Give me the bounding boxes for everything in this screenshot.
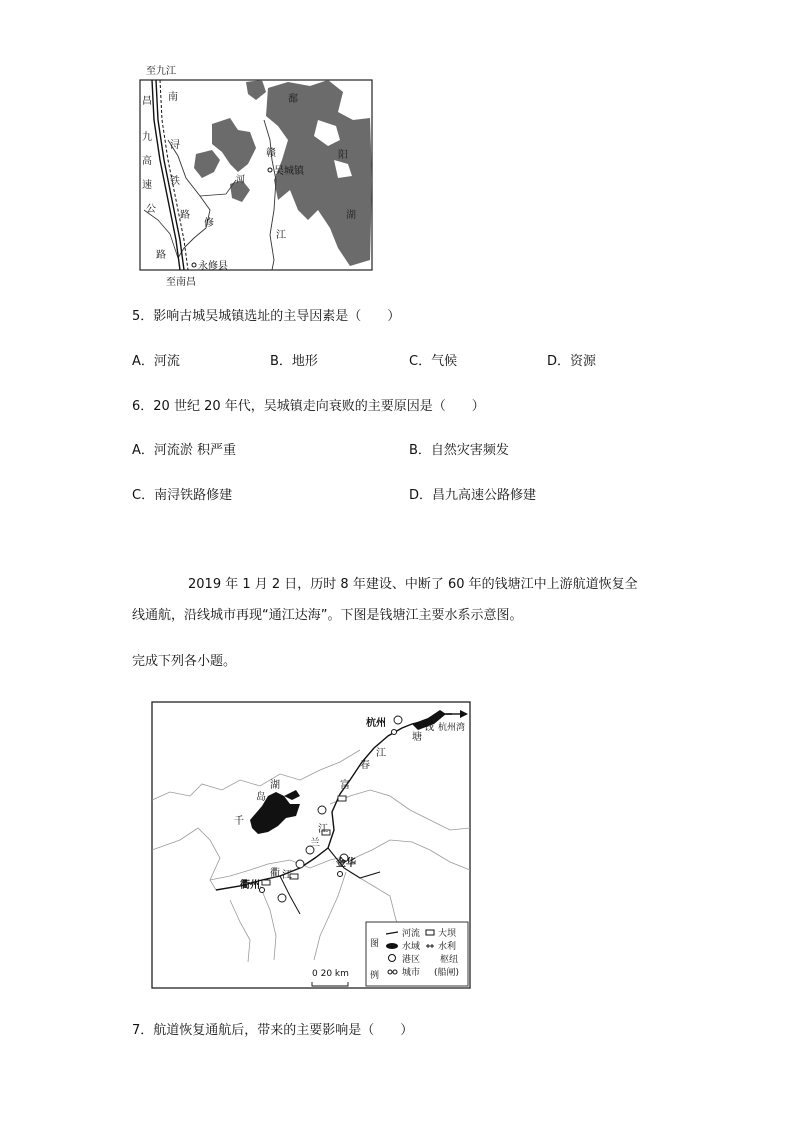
scale-label: 0 20 km bbox=[312, 969, 349, 979]
yongxiu-label: 永修县 bbox=[198, 261, 228, 272]
q5-option-a[interactable]: A．河流 bbox=[132, 354, 180, 369]
legend-hub: 水利 bbox=[438, 942, 457, 952]
label-to-jiujiang: 至九江 bbox=[146, 66, 176, 77]
highway-char: 九 bbox=[142, 132, 152, 143]
city-quzhou bbox=[260, 888, 265, 893]
hu-label: 湖 bbox=[346, 210, 356, 221]
railway-char: 南 bbox=[168, 92, 178, 103]
jiang-char-2: 江 bbox=[318, 824, 328, 835]
wucheng-label: 吴城镇 bbox=[274, 166, 304, 177]
highway-char: 高 bbox=[142, 156, 152, 167]
dam-icon bbox=[338, 796, 346, 801]
jiang-label: 江 bbox=[276, 230, 286, 241]
qian-char: 钱 bbox=[424, 722, 434, 733]
legend-li: 例 bbox=[370, 971, 380, 981]
wucheng-town-dot bbox=[268, 168, 272, 172]
legend-port: 港区 bbox=[402, 955, 421, 965]
hangzhou-bay-label: 杭州湾 bbox=[438, 723, 466, 733]
jiang-char: 江 bbox=[376, 748, 386, 759]
intro-line-2: 线通航，沿线城市再现“通江达海”。下图是钱塘江主要水系示意图。 bbox=[132, 608, 523, 623]
qiantang-river-map bbox=[150, 700, 474, 992]
xiu-river-label: 修 bbox=[204, 218, 214, 229]
highway-char: 昌 bbox=[142, 96, 152, 107]
question-5-stem: 5．影响古城吴城镇选址的主导因素是（ ） bbox=[132, 309, 401, 324]
wucheng-map bbox=[138, 60, 378, 290]
intro-line-1: 2019 年 1 月 2 日，历时 8 年建设、中断了 60 年的钱塘江中上游航道恢复全 bbox=[188, 577, 638, 592]
q6-option-c[interactable]: C．南浔铁路修建 bbox=[132, 488, 233, 503]
legend-tu: 图 bbox=[370, 939, 380, 949]
port-icon bbox=[296, 860, 304, 868]
question-6-stem: 6．20 世纪 20 年代，吴城镇走向衰败的主要原因是（ ） bbox=[132, 399, 485, 414]
label-to-nanchang: 至南昌 bbox=[166, 277, 196, 288]
port-icon bbox=[278, 894, 286, 902]
chun-char: 春 bbox=[360, 760, 370, 771]
jiang-char-3: 江 bbox=[282, 870, 292, 881]
map-legend bbox=[366, 922, 468, 986]
highway-char: 速 bbox=[142, 180, 152, 191]
city-jinhua bbox=[338, 872, 343, 877]
highway-char: 路 bbox=[156, 250, 166, 261]
yongxiu-dot bbox=[192, 263, 196, 267]
qiandao-char: 湖 bbox=[270, 780, 280, 791]
railway-char: 铁 bbox=[170, 176, 180, 187]
lan-char: 兰 bbox=[310, 838, 320, 849]
legend-hub3: (船闸) bbox=[434, 968, 460, 978]
yang-label: 阳 bbox=[338, 150, 348, 161]
po-label: 鄱 bbox=[288, 94, 298, 105]
city-hangzhou bbox=[392, 730, 397, 735]
jinhua-label: 金华 bbox=[336, 858, 356, 869]
q5-option-c[interactable]: C．气候 bbox=[409, 354, 458, 369]
gan-label: 赣 bbox=[266, 148, 276, 159]
fu-char: 富 bbox=[340, 780, 350, 791]
hangzhou-label: 杭州 bbox=[366, 718, 386, 729]
q5-option-b[interactable]: B．地形 bbox=[270, 354, 318, 369]
quzhou-label: 衢州 bbox=[240, 880, 260, 891]
legend-hub2: 枢纽 bbox=[440, 955, 459, 965]
qiandao-char: 千 bbox=[234, 816, 244, 827]
highway-char: 公 bbox=[146, 204, 156, 215]
legend-city: 城市 bbox=[402, 968, 421, 978]
intro-line-3: 完成下列各小题。 bbox=[132, 654, 237, 669]
qiandao-char: 岛 bbox=[256, 792, 266, 803]
legend-dam: 大坝 bbox=[438, 929, 457, 939]
dam-icon bbox=[262, 880, 270, 885]
port-icon bbox=[394, 716, 402, 724]
question-7-stem: 7．航道恢复通航后，带来的主要影响是（ ） bbox=[132, 1023, 414, 1038]
port-icon bbox=[318, 806, 326, 814]
q6-option-a[interactable]: A．河流淤 积严重 bbox=[132, 443, 237, 458]
legend-river: 河流 bbox=[402, 929, 421, 939]
qu-char: 衢 bbox=[270, 868, 280, 879]
q5-option-d[interactable]: D．资源 bbox=[547, 354, 597, 369]
railway-char: 浔 bbox=[170, 140, 180, 151]
railway-char: 路 bbox=[180, 210, 190, 221]
tang-char: 塘 bbox=[412, 732, 422, 743]
legend-water: 水域 bbox=[402, 942, 421, 952]
q6-option-d[interactable]: D．昌九高速公路修建 bbox=[409, 488, 537, 503]
he-label: 河 bbox=[236, 175, 246, 185]
q6-option-b[interactable]: B．自然灾害频发 bbox=[409, 443, 509, 458]
